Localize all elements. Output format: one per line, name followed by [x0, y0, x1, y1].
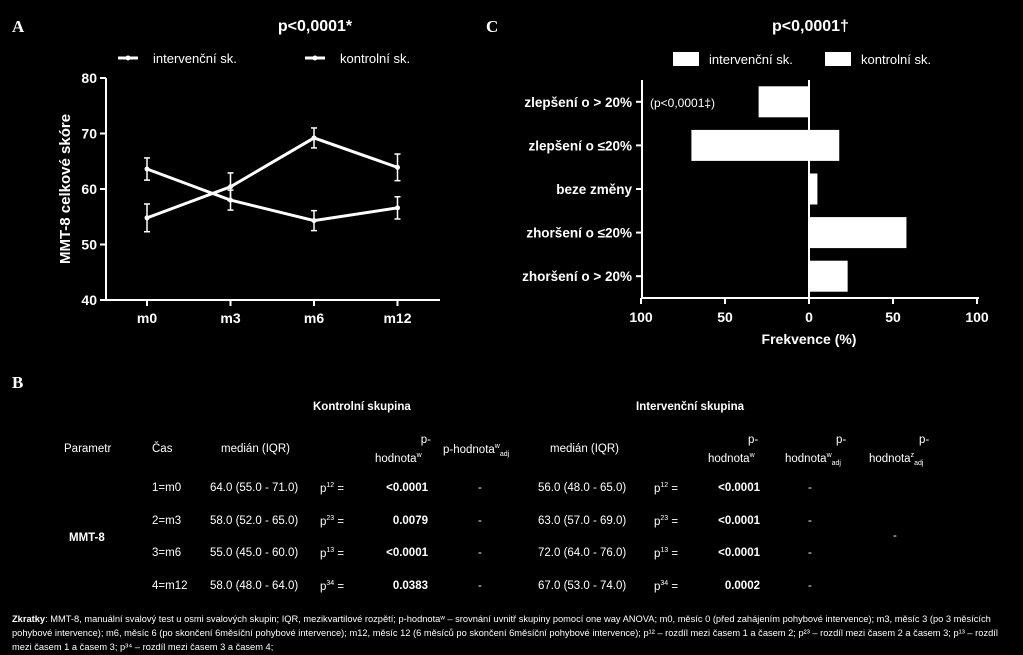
p-index: $p^{12}$ =: [320, 482, 345, 495]
x-tick-label: 100: [629, 309, 653, 325]
y-axis-label: MMT-8 celkové skóre: [57, 113, 74, 265]
legend-swatch: [673, 52, 699, 66]
bar: [809, 217, 906, 248]
col-padj-control: p-hodnota$^w_{adj}$: [443, 443, 510, 459]
legend-label: kontrolní sk.: [861, 52, 932, 67]
p-control-cell: <0.0001: [386, 482, 428, 494]
x-tick-label: 50: [717, 309, 733, 325]
p-index: $p^{23}$ =: [654, 515, 679, 528]
y-tick-label: 50: [81, 236, 97, 253]
p-index: $p^{23}$ =: [320, 515, 345, 528]
padj-control-cell: -: [478, 515, 482, 527]
bar: [809, 130, 839, 161]
panel-c-title: p<0,0001†: [772, 18, 849, 35]
p2adj-value: -: [893, 530, 897, 542]
p-index: $p^{34}$ =: [320, 580, 345, 593]
time-cell: 4=m12: [152, 580, 188, 592]
data-point: [228, 184, 233, 189]
bar: [759, 86, 809, 117]
panel-a-title: p<0,0001*: [277, 18, 353, 35]
y-tick-label: 40: [81, 292, 97, 308]
col-param: Parametr: [64, 443, 112, 455]
y-tick-label: zlepšení o ≤20%: [528, 138, 632, 154]
series-line-0: [147, 138, 398, 218]
p-control-cell: 0.0079: [392, 515, 428, 527]
panel-c-letter: C: [486, 17, 499, 36]
y-tick-label: 80: [81, 70, 97, 86]
col-time: Čas: [152, 443, 173, 455]
x-tick-label: m3: [220, 310, 241, 326]
col-p-intervention-1: p-: [748, 434, 759, 446]
group-intervention-header: Intervenční skupina: [636, 401, 745, 413]
data-point: [395, 205, 400, 210]
col-p-control-1: p-: [420, 434, 431, 446]
data-point: [312, 135, 317, 140]
median-control-cell: 58.0 (48.0 - 64.0): [210, 580, 299, 592]
y-tick-label: 70: [81, 125, 97, 142]
p-index: $p^{13}$ =: [654, 547, 679, 560]
bar: [809, 261, 848, 292]
y-tick-label: 60: [81, 181, 97, 197]
series-line-1: [147, 169, 398, 221]
legend-swatch: [825, 52, 851, 66]
col-p-control-2: hodnota$^w$: [375, 452, 422, 465]
y-tick-label: zhoršení o ≤20%: [526, 225, 632, 241]
median-control-cell: 64.0 (55.0 - 71.0): [210, 482, 299, 494]
panel-b-letter: B: [12, 373, 24, 392]
padj-intervention-cell: -: [808, 547, 812, 559]
padj-intervention-cell: -: [808, 482, 812, 494]
col-padj-intervention-2: hodnota$^w_{adj}$: [785, 452, 841, 468]
x-tick-label: 50: [885, 309, 901, 325]
p-intervention-cell: <0.0001: [718, 482, 760, 494]
median-intervention-cell: 56.0 (48.0 - 65.0): [538, 482, 627, 494]
param-name: MMT-8: [69, 532, 105, 544]
line-chart: [0, 40, 470, 330]
padj-control-cell: -: [478, 482, 482, 494]
x-tick-label: 100: [965, 309, 989, 325]
bar: [809, 174, 817, 205]
bar-chart: [480, 40, 1020, 360]
time-cell: 2=m3: [152, 515, 182, 527]
y-tick-label: zhoršení o > 20%: [522, 269, 632, 285]
padj-control-cell: -: [478, 580, 482, 592]
p-index: $p^{12}$ =: [654, 482, 679, 495]
padj-intervention-cell: -: [808, 580, 812, 592]
footnote: Zkratky: MMT-8, manuální svalový test u osmi svalových skupin; IQR, mezikvartilové rozpětí; p-hodnotaʷ – srovnání uvnitř skupiny pomocí one way ANOVA; m0, měsíc 0 (před zahájením pohybové intervence); m3, měsíc 3 (po 3 měsících pohybové intervence); m6, měsíc 6 (po skončení 6měsíční pohybové intervence); m12, měsíc 12 (6 měsíců po skončení 6měsíční pohybové intervence); p¹² – rozdíl mezi časem 1 a časem 2; p²³ – rozdíl mezi časem 2 a časem 3; p¹³ – rozdíl mezi časem 1 a časem 3; p³⁴ – rozdíl mezi časem 3 a časem 4;: [12, 614, 998, 652]
col-median-control: medián (IQR): [221, 443, 291, 455]
data-point: [145, 215, 150, 220]
x-tick-label: m6: [303, 310, 325, 326]
legend-label: intervenční sk.: [709, 52, 793, 67]
p-index: $p^{34}$ =: [654, 580, 679, 593]
p-control-cell: 0.0383: [392, 580, 428, 592]
padj-control-cell: -: [478, 547, 482, 559]
group-control-header: Kontrolní skupina: [313, 401, 411, 413]
median-intervention-cell: 63.0 (57.0 - 69.0): [538, 515, 627, 527]
annotation: (p<0,0001‡): [650, 95, 716, 110]
col-p-intervention-2: hodnota$^w$: [708, 452, 755, 465]
data-point: [145, 167, 150, 172]
y-tick-label: zlepšení o > 20%: [524, 94, 632, 110]
data-point: [395, 165, 400, 170]
legend-marker: [126, 56, 131, 61]
median-intervention-cell: 67.0 (53.0 - 74.0): [538, 580, 627, 592]
legend-label: kontrolní sk.: [340, 51, 411, 66]
legend-label: intervenční sk.: [153, 51, 237, 66]
col-p2adj-1: p-: [919, 434, 930, 446]
p-intervention-cell: 0.0002: [724, 580, 760, 592]
time-cell: 1=m0: [152, 482, 182, 494]
col-p2adj-2: hodnota$^z_{adj}$: [869, 452, 924, 468]
panel-a-letter: A: [12, 17, 25, 36]
padj-intervention-cell: -: [808, 515, 812, 527]
p-intervention-cell: <0.0001: [718, 515, 760, 527]
time-cell: 3=m6: [152, 547, 182, 559]
median-control-cell: 55.0 (45.0 - 60.0): [210, 547, 299, 559]
data-point: [228, 198, 233, 203]
p-control-cell: <0.0001: [386, 547, 428, 559]
p-index: $p^{13}$ =: [320, 547, 345, 560]
col-median-intervention: medián (IQR): [550, 443, 620, 455]
bar: [691, 130, 809, 161]
x-tick-label: m12: [383, 310, 412, 326]
median-intervention-cell: 72.0 (64.0 - 76.0): [538, 547, 627, 559]
col-padj-intervention-1: p-: [836, 434, 847, 446]
x-axis-label: Frekvence (%): [761, 331, 857, 347]
p-intervention-cell: <0.0001: [718, 547, 760, 559]
y-tick-label: beze změny: [556, 182, 632, 197]
median-control-cell: 58.0 (52.0 - 65.0): [210, 515, 299, 527]
data-point: [312, 218, 317, 223]
legend-marker: [313, 56, 318, 61]
x-tick-label: 0: [805, 309, 813, 325]
x-tick-label: m0: [136, 310, 158, 326]
